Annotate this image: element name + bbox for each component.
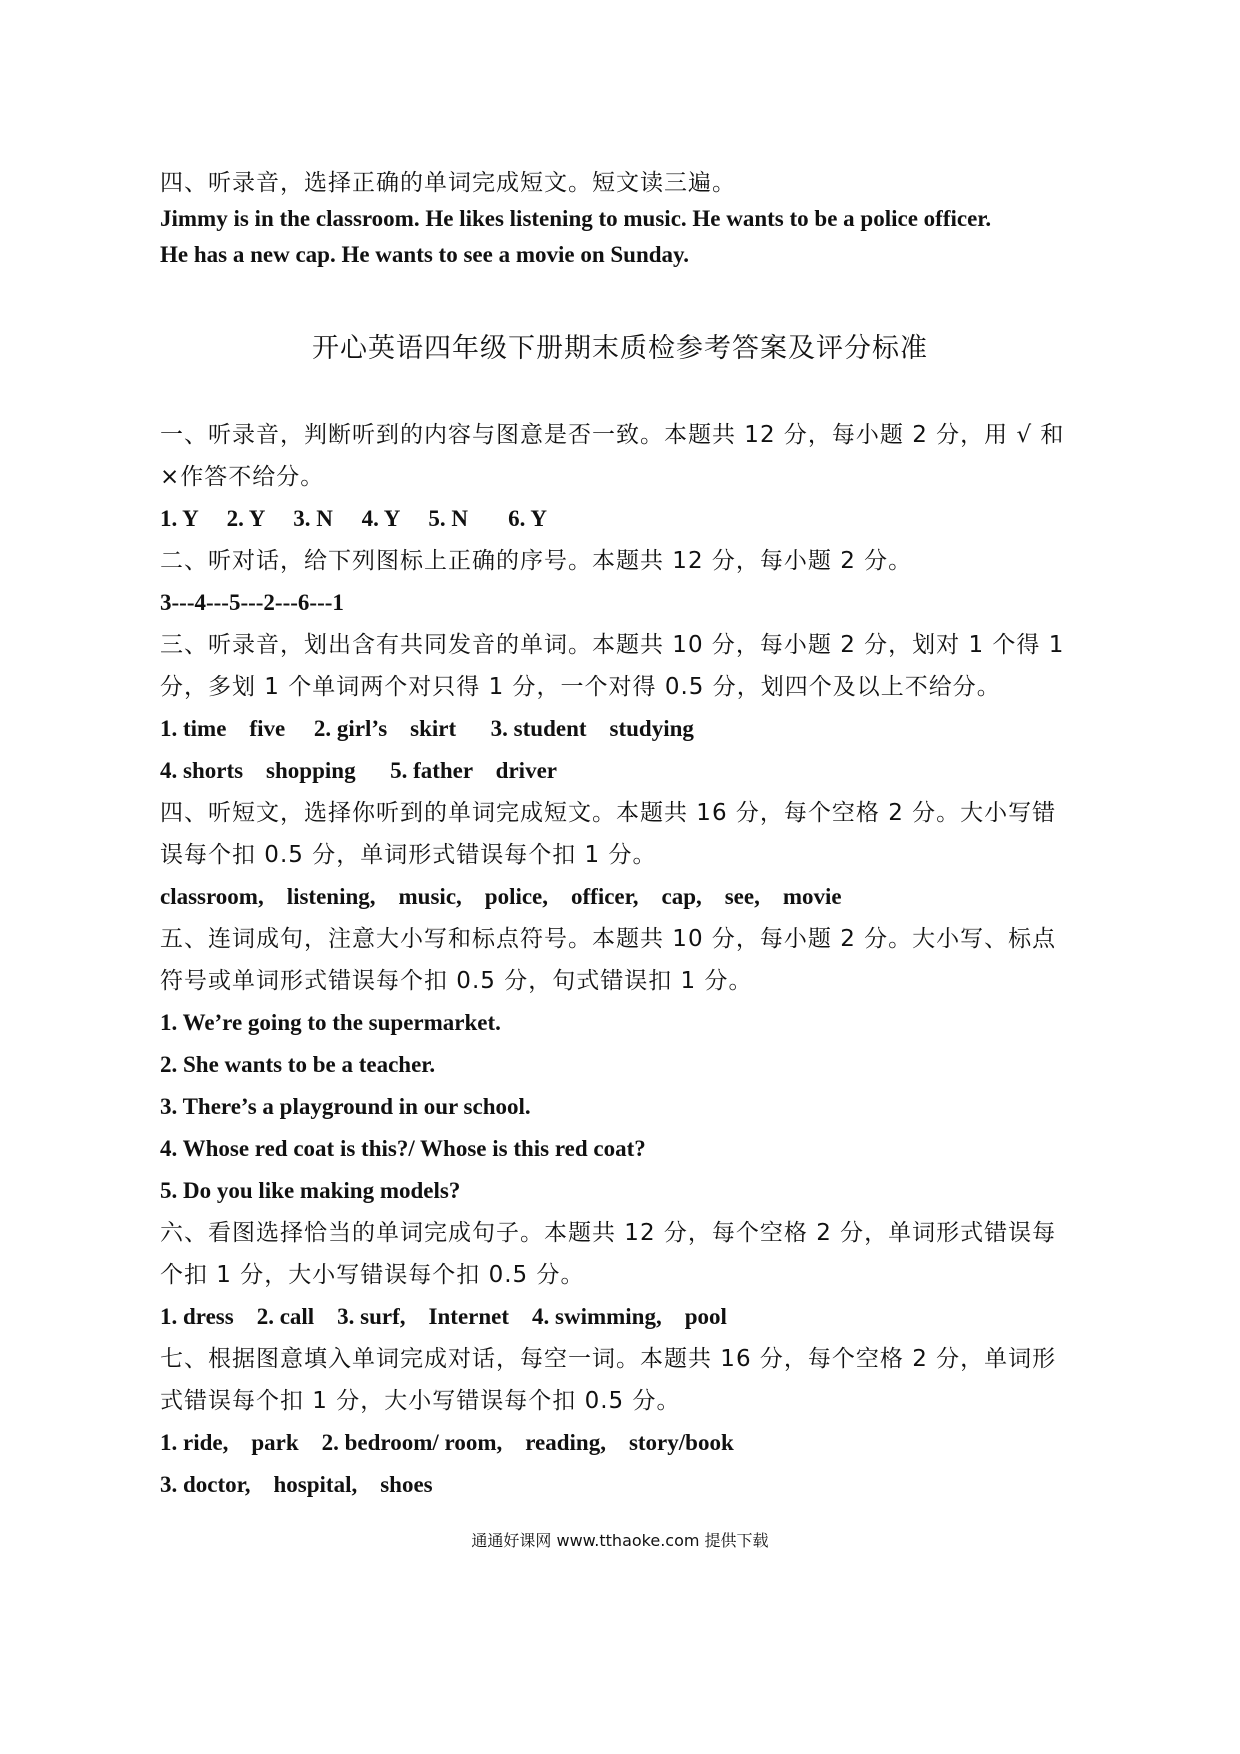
section-3 (160, 624, 1090, 792)
section-instruction: 符号或单词形式错误每个扣 0.5 分，句式错误扣 1 分。 (160, 968, 753, 994)
section-instruction: 三、听录音，划出含有共同发音的单词。本题共 10 分，每小题 2 分，划对 1 个得 1 (160, 632, 1065, 658)
section-answers: 5. Do you like making models? (160, 1178, 461, 1203)
section-1 (160, 414, 1090, 540)
section-2 (160, 540, 1090, 624)
section-answers: 2. She wants to be a teacher. (160, 1052, 436, 1077)
page-footer: 通通好课网 www.tthaoke.com 提供下载 (471, 1531, 769, 1550)
section-answers: 3. There’s a playground in our school. (160, 1094, 531, 1119)
section-6 (160, 1212, 1090, 1338)
section-answers: classroom, listening, music, police, officer, cap, see, movie (160, 884, 842, 909)
section-instruction: 五、连词成句，注意大小写和标点符号。本题共 10 分，每小题 2 分。大小写、标点 (160, 926, 1057, 952)
section-answers: 1. dress 2. call 3. surf, Internet 4. swimming, pool (160, 1304, 727, 1329)
section-instruction: 式错误每个扣 1 分，大小写错误每个扣 0.5 分。 (160, 1388, 681, 1414)
script-heading: 四、听录音，选择正确的单词完成短文。短文读三遍。 (160, 170, 736, 196)
answer-key (160, 414, 1090, 1506)
section-answers: 1. We’re going to the supermarket. (160, 1010, 501, 1035)
section-answers: 4. Whose red coat is this?/ Whose is this red coat? (160, 1136, 646, 1161)
section-instruction: ×作答不给分。 (160, 464, 325, 490)
section-answers: 4. shorts shopping 5. father driver (160, 758, 557, 783)
section-answers: 1. Y 2. Y 3. N 4. Y 5. N 6. Y (160, 506, 547, 531)
section-instruction: 七、根据图意填入单词完成对话，每空一词。本题共 16 分，每个空格 2 分，单词形 (160, 1346, 1057, 1372)
section-instruction: 四、听短文，选择你听到的单词完成短文。本题共 16 分，每个空格 2 分。大小写错 (160, 800, 1057, 826)
page-title: 开心英语四年级下册期末质检参考答案及评分标准 (312, 333, 928, 364)
section-4 (160, 792, 1090, 918)
section-answers: 3---4---5---2---6---1 (160, 590, 344, 615)
section-instruction: 二、听对话，给下列图标上正确的序号。本题共 12 分，每小题 2 分。 (160, 548, 913, 574)
section-7 (160, 1338, 1090, 1506)
section-instruction: 六、看图选择恰当的单词完成句子。本题共 12 分，每个空格 2 分，单词形式错误每 (160, 1220, 1057, 1246)
script-line: Jimmy is in the classroom. He likes listening to music. He wants to be a police officer. (160, 206, 992, 231)
section-instruction: 分，多划 1 个单词两个对只得 1 分，一个对得 0.5 分，划四个及以上不给分。 (160, 674, 1001, 700)
section-answers: 1. time five 2. girl’s skirt 3. student studying (160, 716, 694, 741)
script-line: He has a new cap. He wants to see a movie on Sunday. (160, 242, 690, 267)
section-5 (160, 918, 1090, 1212)
section-instruction: 一、听录音，判断听到的内容与图意是否一致。本题共 12 分，每小题 2 分，用 √ 和 (160, 422, 1065, 448)
section-instruction: 误每个扣 0.5 分，单词形式错误每个扣 1 分。 (160, 842, 657, 868)
listening-script (160, 165, 1090, 273)
section-instruction: 个扣 1 分，大小写错误每个扣 0.5 分。 (160, 1262, 585, 1288)
section-answers: 1. ride, park 2. bedroom/ room, reading, story/book (160, 1430, 734, 1455)
section-answers: 3. doctor, hospital, shoes (160, 1472, 433, 1497)
